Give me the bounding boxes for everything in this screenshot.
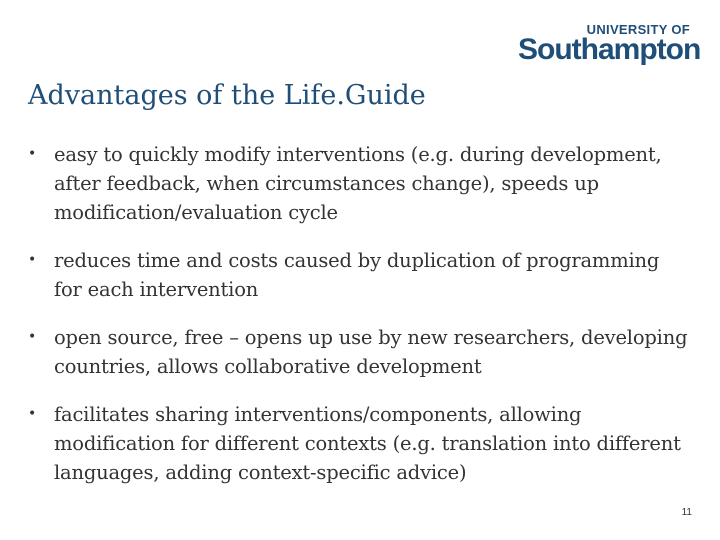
page-number: 11	[681, 507, 692, 518]
bullet-item	[28, 323, 688, 381]
bullet-text: easy to quickly modify interventions (e.g. during development, after feedback, when circumstances change), speeds up modification/evaluation cycle	[54, 143, 662, 224]
bullet-list	[28, 140, 688, 506]
bullet-point-icon: •	[28, 406, 37, 422]
logo-university-of: UNIVERSITY OF	[586, 22, 690, 37]
logo-southampton: Southampton	[518, 33, 701, 66]
university-logo	[518, 22, 701, 72]
slide-title: Advantages of the Life.Guide	[28, 80, 426, 111]
bullet-text: facilitates sharing interventions/components, allowing modification for different contexts (e.g. translation into different languages, adding context-specific advice)	[54, 403, 681, 484]
bullet-point-icon: •	[28, 146, 37, 162]
bullet-point-icon: •	[28, 329, 37, 345]
bullet-point-icon: •	[28, 252, 37, 268]
bullet-text: open source, free – opens up use by new researchers, developing countries, allows collaborative development	[54, 326, 688, 378]
bullet-text: reduces time and costs caused by duplication of programming for each intervention	[54, 249, 660, 301]
bullet-item	[28, 246, 688, 304]
bullet-item	[28, 140, 688, 227]
bullet-item	[28, 400, 688, 487]
